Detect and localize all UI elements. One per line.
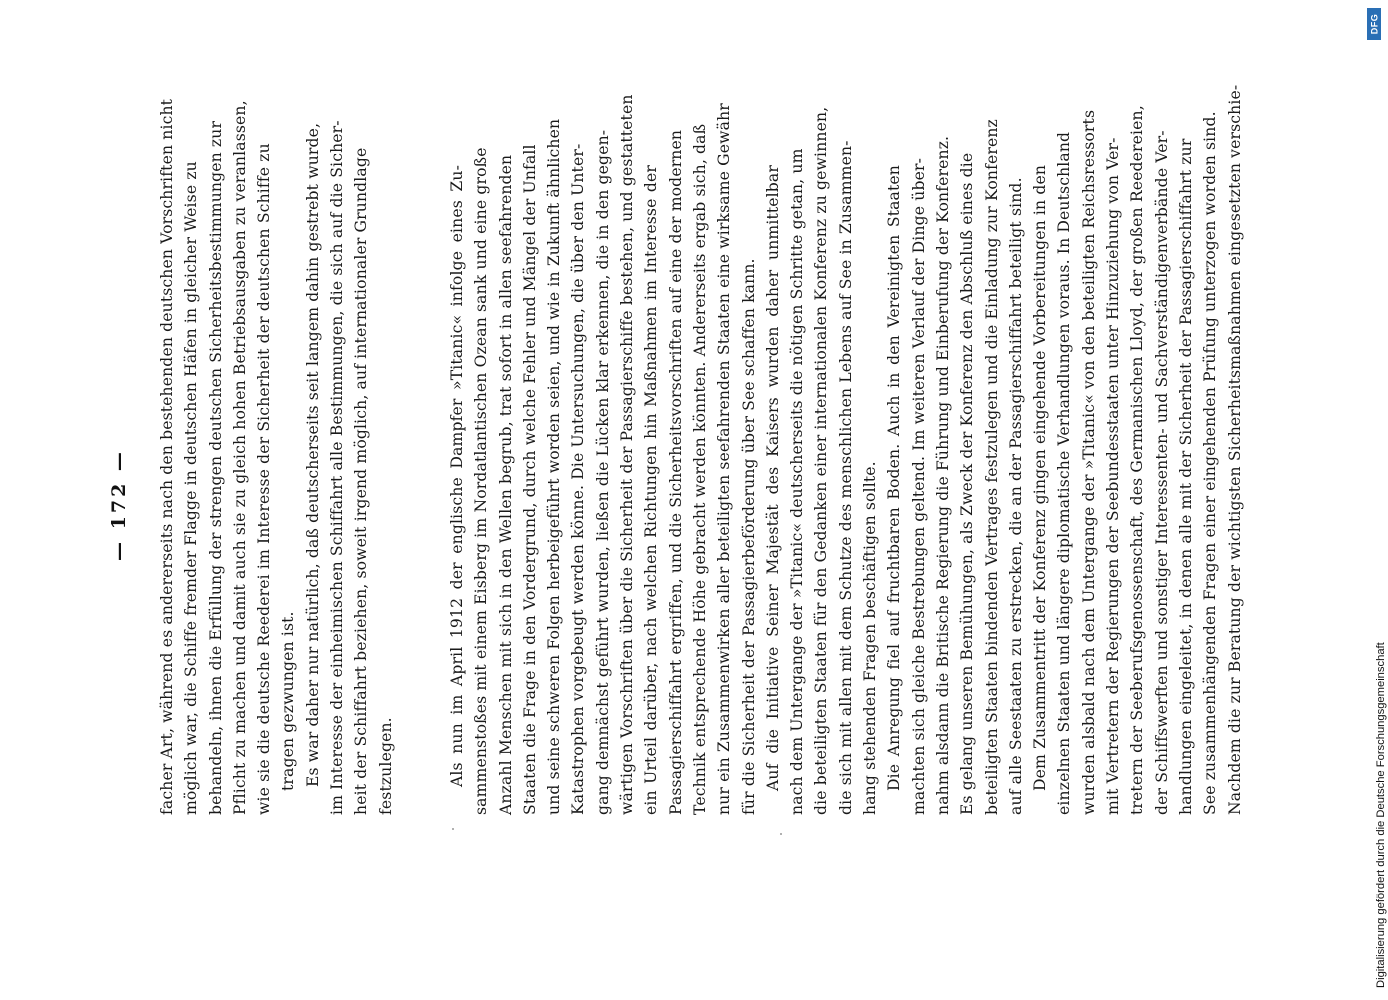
text-line: Katastrophen vorgebeugt werden könne. Die Untersuchungen, die über den Unter- <box>569 143 588 815</box>
text-line: handlungen eingeleitet, in denen alle mit der Sicherheit der Passagierschiffahrt zur <box>1176 138 1195 815</box>
text-line: wie sie die deutsche Reederei im Interesse der Sicherheit der deutschen Schiffe zu <box>255 143 274 815</box>
text-line: auf alle Seestaaten zu erstrecken, die an der Passagierschiffahrt beteiligt sind. <box>1006 177 1025 815</box>
text-line: Anzahl Menschen mit sich in den Wellen begrub, trat sofort in allen seefahrenden <box>496 154 515 815</box>
text-line: wärtigen Vorschriften über die Sicherheit der Passagierschiffe bestehen, und gestatteten <box>618 94 637 815</box>
text-line: Passagierschiffahrt ergriffen, und die Sicherheitsvorschriften auf eine der modernen <box>666 129 685 815</box>
text-line: machten sich gleiche Bestrebungen geltend. Im weiteren Verlauf der Dinge über- <box>909 158 928 815</box>
text-line: Es gelang unseren Bemühungen, als Zweck der Konferenz den Abschluß eines die <box>958 152 977 815</box>
scan-speck <box>780 833 782 835</box>
text-line: festzulegen. <box>376 717 395 815</box>
text-line: im Interesse der einheimischen Schiffahrt alle Bestimmungen, die sich auf die Sicher- <box>328 120 347 815</box>
text-line: Dem Zusammentritt der Konferenz gingen eingehende Vorbereitungen in den <box>1031 164 1050 791</box>
text-line: die beteiligten Staaten für den Gedanken einer internationalen Konferenz zu gewinnen, <box>812 106 831 815</box>
text-line: heit der Schiffahrt beziehen, soweit irgend möglich, auf internationaler Grundlage <box>352 147 371 815</box>
text-line: gang demnächst geführt wurden, ließen die Lücken klar erkennen, die in den gegen- <box>593 129 612 815</box>
text-line: nahm alsdann die Britische Regierung die Führung und Einberufung der Konferenz. <box>933 135 952 815</box>
text-line: und seine schweren Folgen herbeigeführt worden seien, und wie in Zukunft ähnlichen <box>545 118 564 815</box>
text-line: ein Urteil darüber, nach welchen Richtungen hin Maßnahmen im Interesse der <box>642 165 661 815</box>
text-line: Die Anregung fiel auf fruchtbaren Boden. Auch in den Vereinigten Staaten <box>885 165 904 791</box>
scan-speck <box>452 828 454 830</box>
text-line: möglich war, die Schiffe fremder Flagge in deutschen Häfen in gleicher Weise zu <box>182 161 201 815</box>
text-line: einzelnen Staaten und längere diplomatische Verhandlungen voraus. In Deutschland <box>1055 131 1074 815</box>
text-line: facher Art, während es andererseits nach den bestehenden deutschen Vorschriften nicht <box>158 98 176 815</box>
text-line: tretern der Seeberufsgenossenschaft, des Germanischen Lloyd, der großen Reedereien, <box>1128 105 1147 815</box>
dfg-logo-text: DFG <box>1369 13 1379 35</box>
digitization-credit: Digitalisierung gefördert durch die Deutsche Forschungsgemeinschaft <box>1375 642 1387 988</box>
text-line: Pflicht zu machen und damit auch sie zu gleich hohen Betriebsausgaben zu veranlassen, <box>230 100 249 815</box>
text-line: tragen gezwungen ist. <box>279 611 298 791</box>
text-line: wurden alsbald nach dem Untergange der »Titanic« von den beteiligten Reichsressorts <box>1079 109 1098 815</box>
text-line: nach dem Untergange der »Titanic« deutscherseits die nötigen Schritte getan, um <box>788 148 807 815</box>
text-line: Es war daher nur natürlich, daß deutscherseits seit langem dahin gestrebt wurde, <box>303 122 322 787</box>
text-block-1 <box>155 98 398 815</box>
text-line: Technik entsprechende Höhe gebracht werden könnten. Andererseits ergab sich, daß <box>690 123 709 815</box>
text-block-2 <box>445 84 1247 815</box>
text-line: behandeln, ihnen die Erfüllung der strengen deutschen Sicherheitsbestimmungen zur <box>206 120 225 815</box>
text-line: nur ein Zusammenwirken aller beteiligten seefahrenden Staaten eine wirksame Gewähr <box>715 103 734 815</box>
text-line: Staaten die Frage in den Vordergrund, durch welche Fehler und Mängel der Unfall <box>520 144 539 815</box>
text-line: Auf die Initiative Seiner Majestät des Kaisers wurden daher unmittelbar <box>763 165 782 791</box>
text-line: der Schiffswerften und sonstiger Interessenten- und Sachverständigenverbände Ver- <box>1152 130 1171 815</box>
text-line: See zusammenhängenden Fragen einer eingehenden Prüfung unterzogen worden sind. <box>1201 111 1220 815</box>
page-number: — 172 — <box>108 449 130 561</box>
text-line: Nachdem die zur Beratung der wichtigsten Sicherheitsmaßnahmen eingesetzten verschie- <box>1225 84 1244 815</box>
text-line: für die Sicherheit der Passagierbeförderung über See schaffen kann. <box>739 258 758 815</box>
text-line: mit Vertretern der Regierungen der Seebundesstaaten unter Hinzuziehung von Ver- <box>1104 137 1123 815</box>
text-line: beteiligten Staaten bindenden Vertrages festzulegen und die Einladung zur Konferenz <box>982 119 1001 815</box>
text-line: Als nun im April 1912 der englische Dampfer »Titanic« infolge eines Zu- <box>448 165 466 787</box>
text-line: sammenstoßes mit einem Eisberg im Nordatlantischen Ozean sank und eine große <box>472 147 491 815</box>
text-line: die sich mit allen mit dem Schutze des menschlichen Lebens auf See in Zusammen- <box>836 140 855 815</box>
text-line: hang stehenden Fragen beschäftigen sollte. <box>861 461 880 815</box>
